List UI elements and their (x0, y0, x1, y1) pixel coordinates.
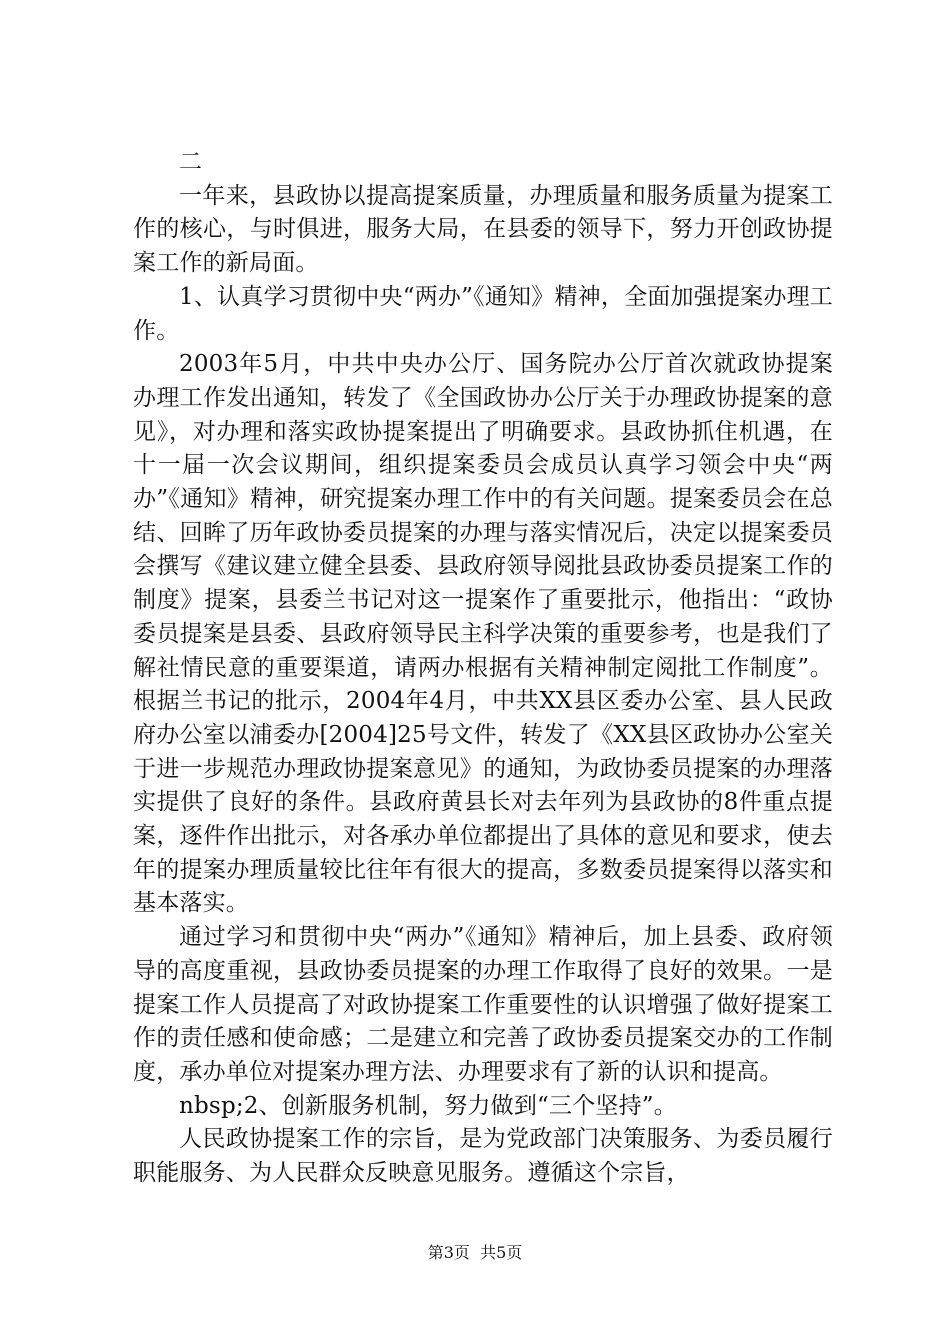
body-paragraph-1: 2003年5月，中共中央办公厅、国务院办公厅首次就政协提案办理工作发出通知，转发了《全国政协办公厅关于办理政协提案的意见》，对办理和落实政协提案提出了明确要求。县政协抓住机遇，在十一届一次会议期间，组织提案委员会成员认真学习领会中央“两办”《通知》精神，研究提案办理工作中的有关问题。提案委员会在总结、回眸了历年政协委员提案的办理与落实情况后，决定以提案委员会撰写《建议建立健全县委、县政府领导阅批县政协委员提案工作的制度》提案，县委兰书记对这一提案作了重要批示，他指出：“政协委员提案是县委、县政府领导民主科学决策的重要参考，也是我们了解社情民意的重要渠道，请两办根据有关精神制定阅批工作制度”。根据兰书记的批示，2004年4月，中共XX县区委办公室、县人民政府办公室以浦委办[2004]25号文件，转发了《XX县区政协办公室关于进一步规范办理政协提案意见》的通知，为政协委员提案的办理落实提供了良好的条件。县政府黄县长对去年列为县政协的8件重点提案，逐件作出批示，对各承办单位都提出了具体的意见和要求，使去年的提案办理质量较比往年有很大的提高，多数委员提案得以落实和基本落实。 (133, 351, 833, 917)
page-number: 第3页 共5页 (427, 1243, 523, 1262)
subheading-1: 1、认真学习贯彻中央“两办”《通知》精神，全面加强提案办理工作。 (133, 283, 833, 344)
page-footer (0, 1243, 950, 1263)
intro-paragraph: 一年来，县政协以提高提案质量，办理质量和服务质量为提案工作的核心，与时俱进，服务大局，在县委的领导下，努力开创政协提案工作的新局面。 (133, 182, 833, 277)
body-paragraph-3: 人民政协提案工作的宗旨，是为党政部门决策服务、为委员履行职能服务、为人民群众反映意见服务。遵循这个宗旨， (133, 1126, 833, 1187)
section-number: 二 (179, 149, 203, 175)
document-body (133, 146, 833, 1191)
body-paragraph-2: 通过学习和贯彻中央“两办”《通知》精神后，加上县委、政府领导的高度重视，县政协委员提案的办理工作取得了良好的效果。一是提案工作人员提高了对政协提案工作重要性的认识增强了做好提案工作的责任感和使命感；二是建立和完善了政协委员提案交办的工作制度，承办单位对提案办理方法、办理要求有了新的认识和提高。 (133, 924, 833, 1085)
subheading-2: nbsp;2、创新服务机制，努力做到“三个坚持”。 (179, 1092, 677, 1119)
